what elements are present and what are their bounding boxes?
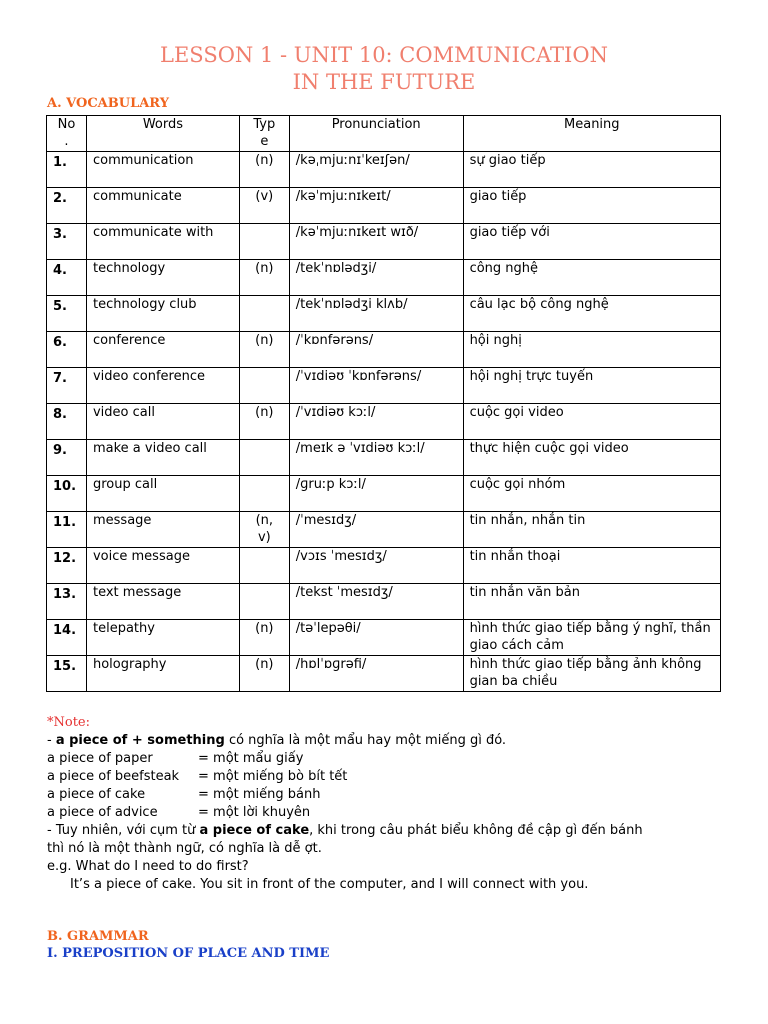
note-line-6-bold: a piece of cake [199,823,310,838]
row-pronunciation: /hɒlˈɒɡrəfi/ [289,656,463,692]
row-number: 2. [47,188,87,224]
row-type: (n) [239,656,289,692]
header-no: No . [47,116,87,152]
row-word: text message [86,584,239,620]
row-number: 10. [47,476,87,512]
example-english: a piece of beefsteak [47,769,180,784]
row-type [239,368,289,404]
row-meaning: giao tiếp [463,188,720,224]
row-number: 6. [47,332,87,368]
row-meaning: giao tiếp với [463,224,720,260]
note-line-1-prefix: - [47,733,56,748]
table-row [47,512,721,548]
row-pronunciation: /kəˈmjuːnɪkeɪt wɪð/ [289,224,463,260]
example-pair [47,786,747,804]
row-pronunciation: /tekˈnɒlədʒi/ [289,260,463,296]
example-pairs [47,750,747,822]
title-line-2: IN THE FUTURE [292,70,476,94]
row-pronunciation: /meɪk ə ˈvɪdiəʊ kɔːl/ [289,440,463,476]
row-pronunciation: /tekst ˈmesɪdʒ/ [289,584,463,620]
table-row [47,188,721,224]
row-type: (n) [239,260,289,296]
example-pair [47,804,747,822]
row-pronunciation: /ɡruːp kɔːl/ [289,476,463,512]
section-grammar-heading: B. GRAMMAR [47,929,149,944]
row-type [239,440,289,476]
row-pronunciation: /təˈlepəθi/ [289,620,463,656]
note-section [47,714,747,894]
row-meaning: cuộc gọi video [463,404,720,440]
grammar-subheading: I. PREPOSITION OF PLACE AND TIME [47,946,330,961]
row-meaning: câu lạc bộ công nghệ [463,296,720,332]
section-vocabulary-heading: A. VOCABULARY [47,96,169,111]
row-type [239,584,289,620]
example-english: a piece of paper [47,751,153,766]
table-row [47,440,721,476]
row-pronunciation: /kəˌmjuːnɪˈkeɪʃən/ [289,152,463,188]
row-word: technology [86,260,239,296]
table-row [47,656,721,692]
row-pronunciation: /ˈkɒnfərəns/ [289,332,463,368]
example-pair [47,750,747,768]
row-word: group call [86,476,239,512]
table-row [47,296,721,332]
row-word: make a video call [86,440,239,476]
table-row [47,548,721,584]
row-pronunciation: /ˈvɪdiəʊ kɔːl/ [289,404,463,440]
row-word: voice message [86,548,239,584]
row-number: 9. [47,440,87,476]
example-pair [47,768,747,786]
page-title [0,42,768,96]
title-line-1: LESSON 1 - UNIT 10: COMMUNICATION [160,43,608,67]
row-pronunciation: /tekˈnɒlədʒi klʌb/ [289,296,463,332]
table-row [47,476,721,512]
row-number: 8. [47,404,87,440]
row-pronunciation: /kəˈmjuːnɪkeɪt/ [289,188,463,224]
table-row [47,152,721,188]
example-english: a piece of cake [47,787,146,802]
row-pronunciation: /ˈmesɪdʒ/ [289,512,463,548]
row-word: conference [86,332,239,368]
row-number: 4. [47,260,87,296]
row-word: video conference [86,368,239,404]
example-vietnamese: = một miếng bánh [198,787,321,802]
example-english: a piece of advice [47,805,158,820]
row-word: communicate [86,188,239,224]
row-word: technology club [86,296,239,332]
row-number: 3. [47,224,87,260]
row-word: communicate with [86,224,239,260]
row-number: 13. [47,584,87,620]
row-number: 5. [47,296,87,332]
row-number: 11. [47,512,87,548]
table-row [47,620,721,656]
row-type: (n) [239,332,289,368]
table-row [47,584,721,620]
table-row [47,332,721,368]
table-header-row [47,116,721,152]
row-meaning: hội nghị [463,332,720,368]
table-row [47,224,721,260]
row-number: 12. [47,548,87,584]
row-meaning: công nghệ [463,260,720,296]
row-type: (n) [239,620,289,656]
row-word: message [86,512,239,548]
note-label: *Note: [47,715,90,730]
row-number: 7. [47,368,87,404]
header-pronunciation: Pronunciation [289,116,463,152]
row-word: video call [86,404,239,440]
row-word: telepathy [86,620,239,656]
row-type: (n) [239,404,289,440]
note-line-7: thì nó là một thành ngữ, có nghĩa là dễ ợt. [47,841,322,856]
header-words: Words [86,116,239,152]
row-number: 1. [47,152,87,188]
row-type: (n, v) [239,512,289,548]
table-row [47,368,721,404]
row-meaning: hình thức giao tiếp bằng ý nghĩ, thần giao cách cảm [463,620,720,656]
row-number: 14. [47,620,87,656]
row-type [239,476,289,512]
note-line-9: It’s a piece of cake. You sit in front of the computer, and I will connect with you. [70,877,589,892]
row-meaning: tin nhắn thoại [463,548,720,584]
note-line-8: e.g. What do I need to do first? [47,859,249,874]
row-pronunciation: /vɔɪs ˈmesɪdʒ/ [289,548,463,584]
row-pronunciation: /ˈvɪdiəʊ ˈkɒnfərəns/ [289,368,463,404]
note-line-1-rest: có nghĩa là một mẩu hay một miếng gì đó. [224,733,507,748]
header-type: Typ e [239,116,289,152]
row-word: holography [86,656,239,692]
row-type [239,548,289,584]
row-type [239,296,289,332]
note-line-6-rest: , khi trong câu phát biểu không đề cập gì đến bánh [309,823,643,838]
row-meaning: tin nhắn văn bản [463,584,720,620]
table-row [47,404,721,440]
row-type: (n) [239,152,289,188]
row-number: 15. [47,656,87,692]
note-line-6-prefix: - Tuy nhiên, với cụm từ [47,823,200,838]
row-meaning: cuộc gọi nhóm [463,476,720,512]
row-meaning: hội nghị trực tuyến [463,368,720,404]
note-line-1 [47,732,747,750]
note-line-6 [47,822,747,840]
row-meaning: sự giao tiếp [463,152,720,188]
row-type [239,224,289,260]
header-meaning: Meaning [463,116,720,152]
row-type: (v) [239,188,289,224]
row-meaning: hình thức giao tiếp bằng ảnh không gian ba chiều [463,656,720,692]
table-row [47,260,721,296]
vocabulary-table [46,115,721,692]
row-word: communication [86,152,239,188]
example-vietnamese: = một lời khuyên [198,805,311,820]
example-vietnamese: = một mẩu giấy [198,751,304,766]
row-meaning: thực hiện cuộc gọi video [463,440,720,476]
note-line-1-bold: a piece of + something [55,733,225,748]
row-meaning: tin nhắn, nhắn tin [463,512,720,548]
example-vietnamese: = một miếng bò bít tết [198,769,348,784]
